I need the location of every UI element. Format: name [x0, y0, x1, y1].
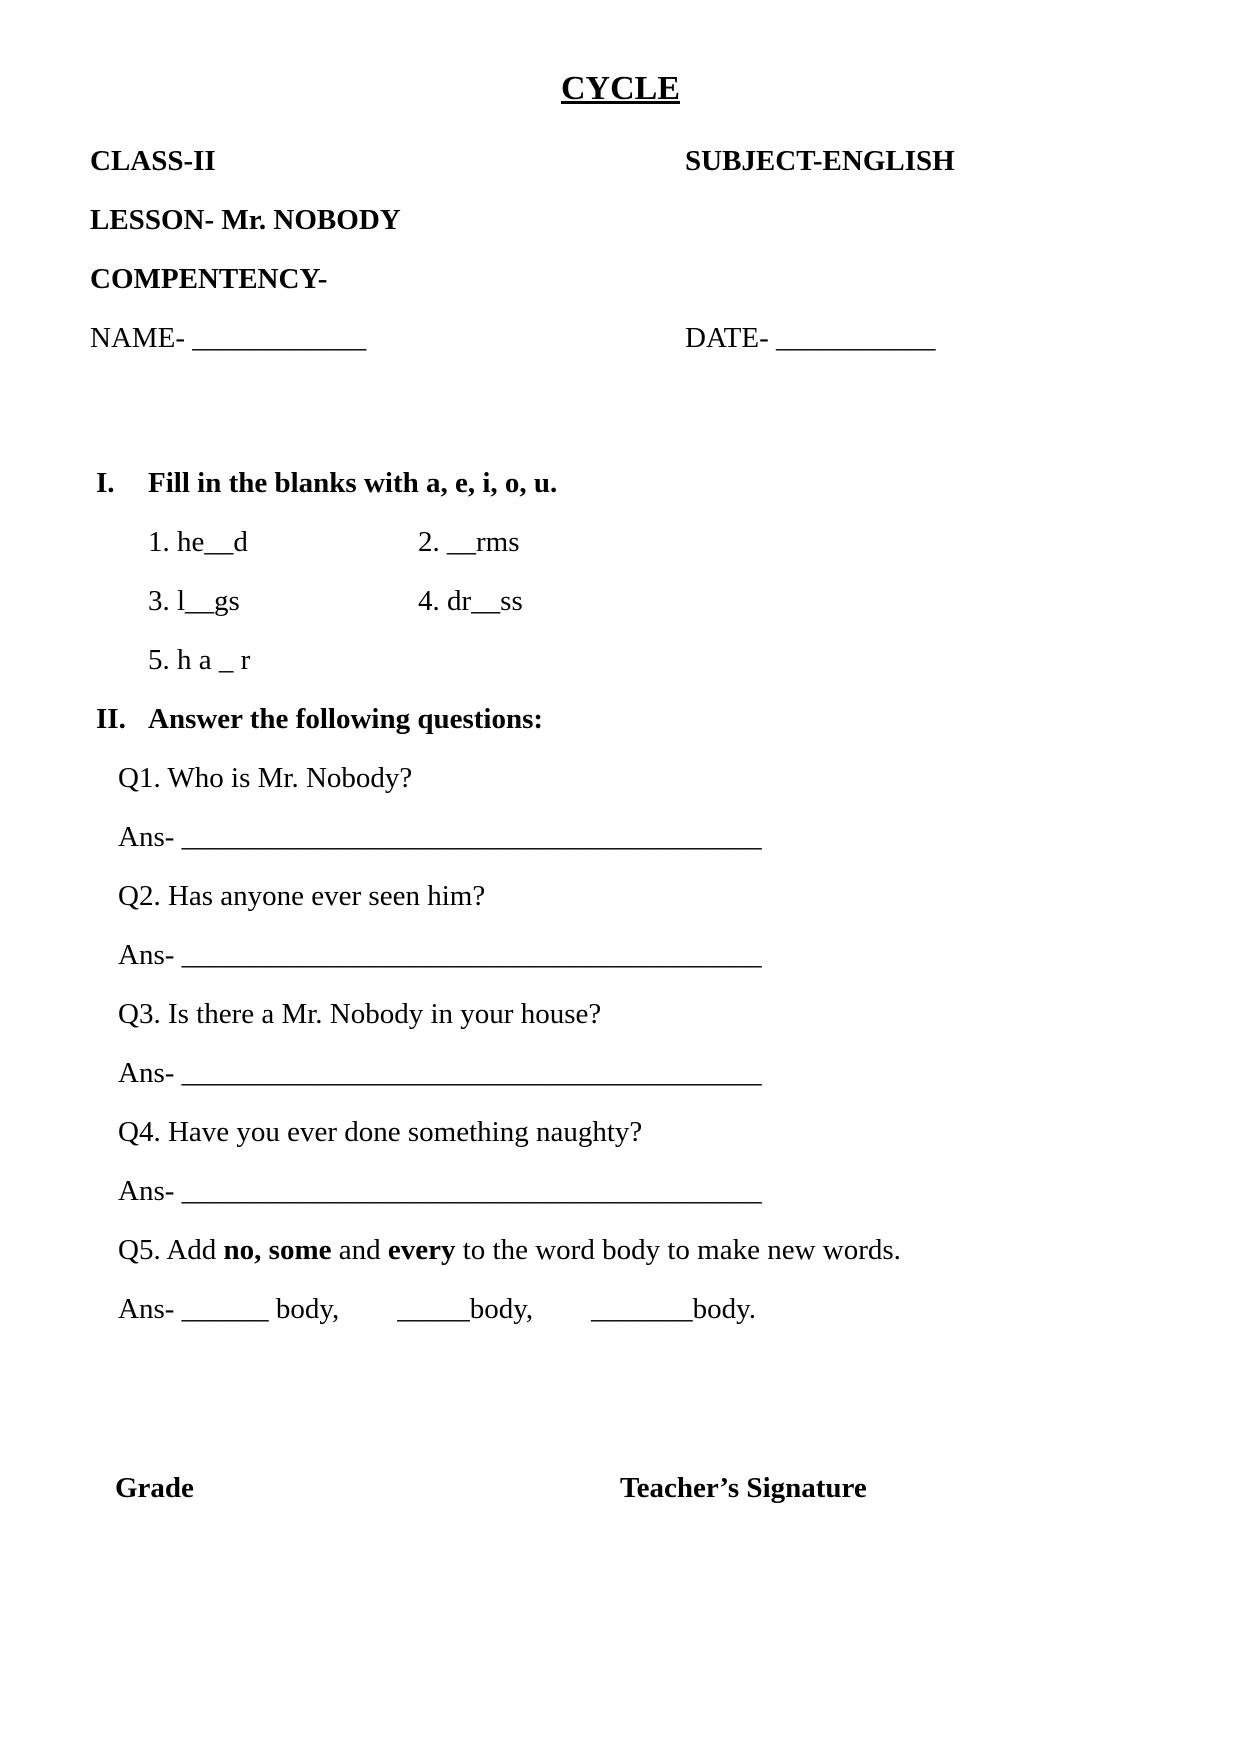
- fill-item-2: 2. __rms: [418, 526, 520, 558]
- question-5-bold1: no, some: [223, 1234, 332, 1266]
- section1-heading-text: Fill in the blanks with a, e, i, o, u.: [148, 467, 558, 499]
- question-5: [90, 1234, 1151, 1267]
- name-date-row: [90, 322, 1151, 355]
- fill-item-5: 5. h a _ r: [148, 644, 251, 676]
- section2-heading-text: Answer the following questions:: [148, 703, 544, 735]
- grade-label: Grade: [115, 1472, 194, 1504]
- spacer: [90, 381, 1151, 467]
- question-5-part1: Q5. Add: [118, 1234, 224, 1266]
- date-field: DATE- ___________: [685, 322, 936, 354]
- question-2: Q2. Has anyone ever seen him?: [118, 880, 486, 912]
- question-4: Q4. Have you ever done something naughty?: [118, 1116, 643, 1148]
- fill-row-2: [90, 585, 1151, 618]
- section2-number: II.: [96, 703, 126, 735]
- subject-label: SUBJECT-ENGLISH: [685, 145, 955, 177]
- answer-line-5: Ans- ______ body, _____body, _______body.: [118, 1293, 756, 1325]
- answer-line-4: Ans- ________________________________________: [118, 1175, 762, 1207]
- answer-line-3: Ans- ________________________________________: [118, 1057, 762, 1089]
- question-1: Q1. Who is Mr. Nobody?: [118, 762, 413, 794]
- fill-row-1: [90, 526, 1151, 559]
- fill-row-3: [90, 644, 1151, 677]
- page-title: [90, 72, 1151, 105]
- name-field: NAME- ____________: [90, 322, 367, 354]
- fill-item-1: 1. he__d: [148, 526, 248, 558]
- question-5-part3: to the word body to make new words.: [455, 1234, 901, 1266]
- competency-label: COMPENTENCY-: [90, 263, 328, 295]
- teacher-signature-label: Teacher’s Signature: [620, 1472, 867, 1504]
- section2-heading: [90, 703, 1151, 736]
- fill-item-3: 3. l__gs: [148, 585, 240, 617]
- section1-heading: [90, 467, 1151, 500]
- footer-row: [90, 1472, 1151, 1505]
- page-title-text: CYCLE: [560, 70, 681, 107]
- question-5-part2: and: [331, 1234, 388, 1266]
- question-3: Q3. Is there a Mr. Nobody in your house?: [118, 998, 602, 1030]
- question-5-bold2: every: [387, 1234, 456, 1266]
- section1-number: I.: [96, 467, 115, 499]
- spacer: [90, 1352, 1151, 1472]
- class-label: CLASS-II: [90, 145, 216, 177]
- lesson-label: LESSON- Mr. NOBODY: [90, 204, 401, 236]
- fill-item-4: 4. dr__ss: [418, 585, 523, 617]
- class-subject-row: [90, 145, 1151, 178]
- answer-line-2: Ans- ________________________________________: [118, 939, 762, 971]
- answer-line-1: Ans- ________________________________________: [118, 821, 762, 853]
